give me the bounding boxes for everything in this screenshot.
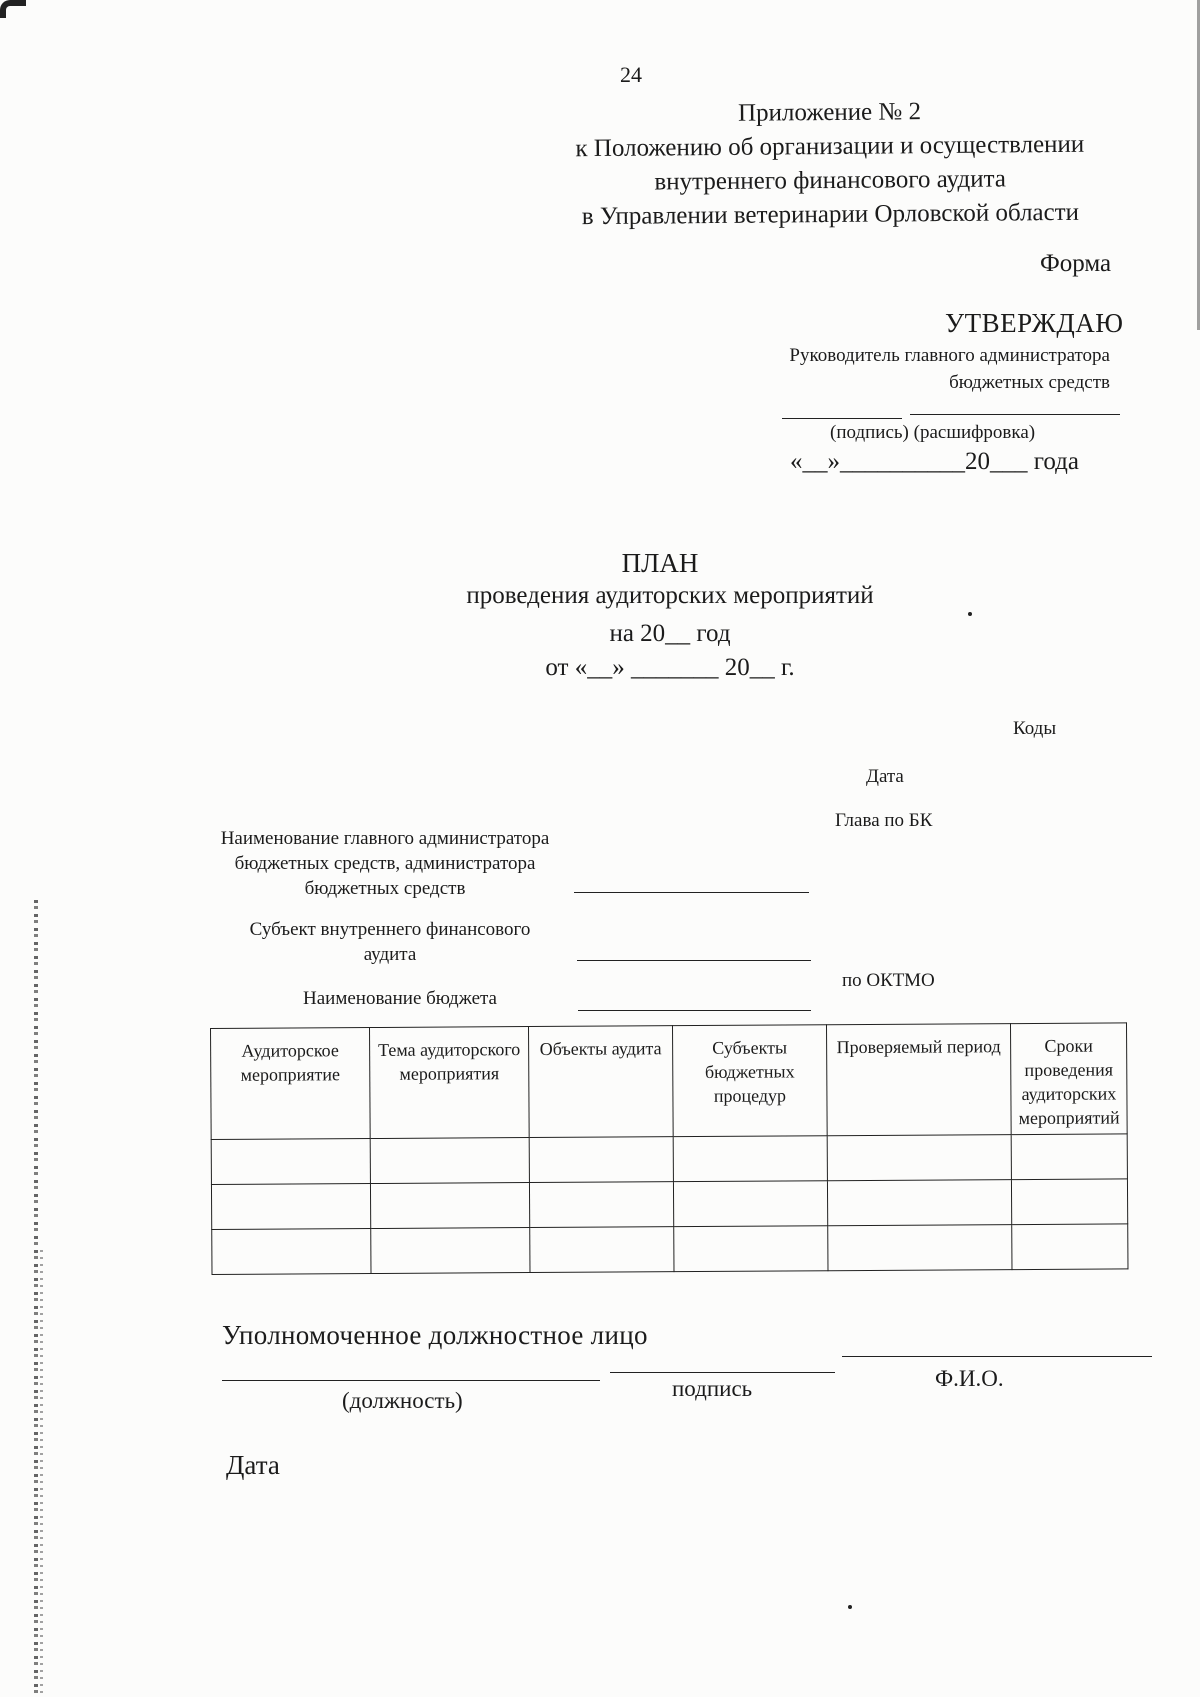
table-cell[interactable] — [1011, 1134, 1127, 1180]
appendix-line: внутреннего финансового аудита — [654, 165, 1006, 196]
table-row — [212, 1224, 1128, 1275]
scan-speck — [848, 1605, 852, 1609]
table-cell[interactable] — [827, 1135, 1011, 1181]
table-cell[interactable] — [370, 1183, 529, 1229]
table-cell[interactable] — [1011, 1179, 1127, 1225]
approval-date[interactable]: «__»__________20___ года — [790, 448, 1079, 475]
col-header-topic: Тема аудиторского мероприятия — [370, 1027, 530, 1139]
plan-date[interactable]: от «__» _______ 20__ г. — [545, 654, 795, 681]
name-line[interactable] — [910, 414, 1120, 415]
date-label: Дата — [226, 1450, 280, 1480]
plan-year[interactable]: на 20__ год — [609, 620, 731, 647]
approval-title — [720, 342, 1110, 396]
table-cell[interactable] — [673, 1181, 827, 1227]
table-cell[interactable] — [211, 1139, 370, 1185]
signature-line[interactable] — [610, 1372, 835, 1373]
approval-title-line: бюджетных средств — [949, 372, 1110, 393]
table-row — [211, 1134, 1127, 1185]
authorized-person-label: Уполномоченное должностное лицо — [222, 1320, 648, 1350]
approval-title-line: Руководитель главного администратора — [789, 345, 1110, 366]
table-cell[interactable] — [1012, 1224, 1128, 1270]
table-cell[interactable] — [827, 1180, 1011, 1226]
col-header-subjects: Субъекты бюджетных процедур — [672, 1025, 827, 1137]
code-bk-label: Глава по БК — [835, 810, 933, 831]
form-label: Форма — [1040, 250, 1112, 277]
signature-caption: подпись — [672, 1376, 753, 1401]
table-cell[interactable] — [529, 1182, 673, 1228]
table-cell[interactable] — [530, 1227, 674, 1273]
approval-heading: УТВЕРЖДАЮ — [945, 308, 1124, 338]
subject-label — [230, 917, 550, 967]
table-cell[interactable] — [828, 1225, 1012, 1271]
appendix-header — [519, 93, 1140, 234]
table-row — [211, 1179, 1127, 1230]
administrator-field[interactable] — [574, 892, 809, 893]
administrator-label — [205, 826, 565, 901]
name-line[interactable] — [842, 1356, 1152, 1357]
table-cell[interactable] — [370, 1138, 529, 1184]
table-cell[interactable] — [673, 1136, 827, 1182]
page-number: 24 — [620, 62, 642, 87]
subject-field[interactable] — [577, 960, 811, 961]
administrator-label-line: бюджетных средств, администратора — [234, 853, 536, 874]
table-header-row — [211, 1023, 1128, 1140]
appendix-line: к Положению об организации и осуществлении — [575, 130, 1085, 163]
audit-plan-table — [210, 1022, 1128, 1275]
scan-corner-mark — [0, 0, 26, 18]
administrator-label-line: Наименование главного администратора — [220, 828, 550, 849]
scan-edge-shadow — [34, 900, 38, 1697]
signature-line[interactable] — [782, 418, 902, 419]
table-cell[interactable] — [212, 1229, 371, 1275]
subject-label-line: аудита — [363, 944, 417, 965]
codes-header: Коды — [1013, 718, 1057, 739]
table-cell[interactable] — [211, 1184, 370, 1230]
col-header-period: Проверяемый период — [826, 1024, 1011, 1136]
signature-caption: (подпись) (расшифровка) — [830, 422, 1036, 443]
col-header-event: Аудиторское мероприятие — [211, 1028, 371, 1140]
budget-label: Наименование бюджета — [303, 988, 497, 1009]
table-cell[interactable] — [674, 1226, 828, 1272]
subject-label-line: Субъект внутреннего финансового — [249, 919, 531, 940]
position-caption: (должность) — [342, 1388, 463, 1413]
col-header-objects: Объекты аудита — [528, 1026, 673, 1138]
name-caption: Ф.И.О. — [935, 1366, 1004, 1391]
position-line[interactable] — [222, 1380, 600, 1381]
appendix-line: в Управлении ветеринарии Орловской области — [581, 198, 1080, 231]
code-date-label: Дата — [866, 766, 904, 787]
table-cell[interactable] — [371, 1228, 530, 1274]
appendix-line: Приложение № 2 — [737, 98, 922, 127]
document-subtitle: проведения аудиторских мероприятий — [466, 582, 874, 609]
administrator-label-line: бюджетных средств — [304, 878, 466, 899]
table-cell[interactable] — [529, 1137, 673, 1183]
document-title: ПЛАН — [621, 548, 699, 578]
col-header-terms: Сроки проведения аудиторских мероприятий — [1010, 1023, 1127, 1135]
budget-field[interactable] — [578, 1010, 811, 1011]
code-oktmo-label: по ОКТМО — [842, 970, 935, 991]
scan-speck — [968, 612, 972, 616]
scan-edge-shadow — [40, 1250, 43, 1697]
